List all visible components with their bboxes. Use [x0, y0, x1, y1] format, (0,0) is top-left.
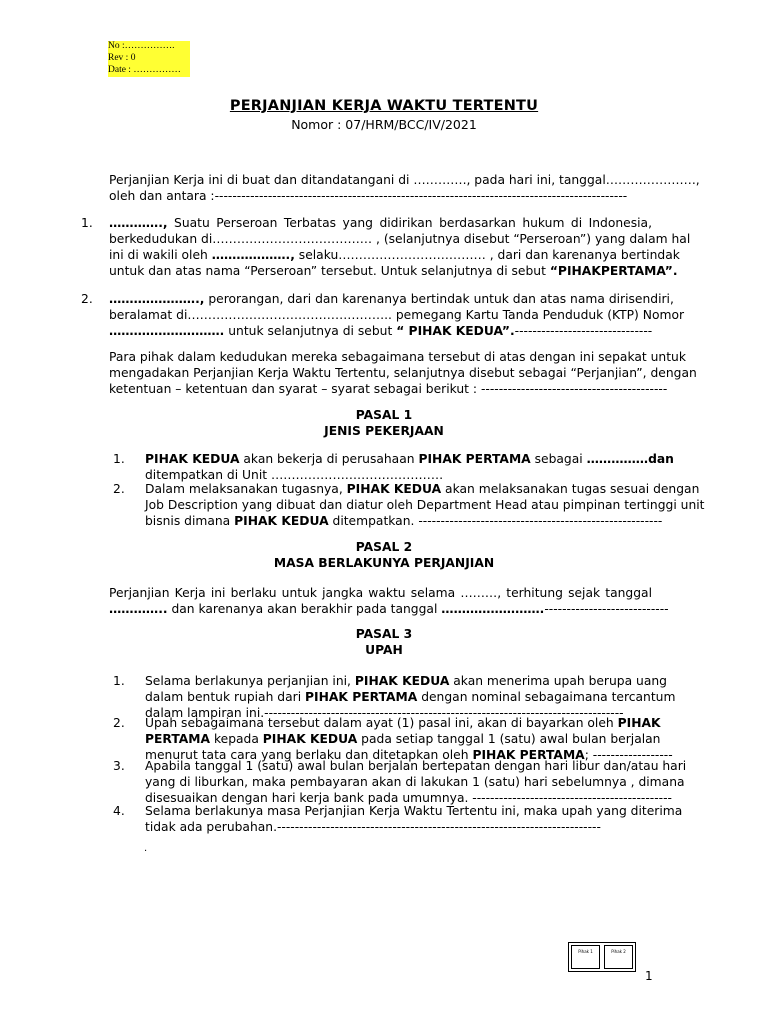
pasal3-item1-line-1 — [145, 673, 667, 689]
pasal1-item1-party1: PIHAK PERTAMA — [418, 452, 531, 466]
pasal3-item2-text-a: Upah sebagaimana tersebut dalam ayat (1) pasal ini, akan di bayarkan oleh — [145, 716, 618, 730]
pasal3-heading: PASAL 3 — [355, 627, 413, 641]
party2-ktp-blank: ………………………. — [109, 324, 225, 338]
signature-initials-box — [568, 942, 636, 972]
document-title: PERJANJIAN KERJA WAKTU TERTENTU — [229, 98, 539, 114]
pasal3-item2-pertama: PERTAMA — [145, 732, 211, 746]
pasal1-item1 — [145, 451, 674, 483]
party2-line-1 — [109, 291, 674, 307]
party1-line-1 — [109, 215, 652, 231]
party1-line-1-text: Suatu Perseroan Terbatas yang didirikan berdasarkan hukum di Indonesia, — [167, 216, 652, 230]
party1-line-3-a: ini di wakili oleh — [109, 248, 212, 262]
pasal3-item2-number: 2. — [113, 716, 125, 730]
pasal3-item4-number: 4. — [113, 804, 125, 818]
pasal3-item4-line-1: Selama berlakunya masa Perjanjian Kerja Waktu Tertentu ini, maka upah yang diterima — [145, 804, 683, 818]
party2-designation: “ PIHAK KEDUA”. — [396, 324, 515, 338]
party2-line-3-dashes: ------------------------------- — [514, 324, 653, 338]
page-number: 1 — [645, 969, 653, 983]
party2-name-blank: …………………., — [109, 292, 205, 306]
pasal1-item2-number: 2. — [113, 482, 125, 496]
pasal3-item2-party1: PIHAK PERTAMA — [472, 748, 585, 762]
pasal3-item2 — [145, 715, 673, 763]
pasal3-item1-line-3: dalam lampiran ini.--------------------------------------------------------------------------------- — [145, 706, 624, 720]
intro-line-2: oleh dan antara :--------------------------------------------------------------------------------------------- — [109, 189, 628, 203]
party1-name-blank: …………., — [109, 216, 168, 230]
pasal1-heading: PASAL 1 — [355, 408, 413, 422]
pasal1-item2-line-2: Job Description yang dibuat dan diatur oleh Department Head atau pimpinan tertinggi unit — [145, 498, 705, 512]
signature-cell-1: Pihak 1 — [571, 945, 600, 969]
party2-line-3 — [109, 323, 652, 339]
pasal1-item2-text-a: Dalam melaksanakan tugasnya, — [145, 482, 347, 496]
pasal3-item1 — [145, 673, 676, 721]
party2-number: 2. — [81, 292, 93, 306]
pasal3-item1-number: 1. — [113, 674, 125, 688]
pasal3-item1-party1: PIHAK PERTAMA — [305, 690, 418, 704]
pasal1-item1-position-blank: ……………dan — [586, 452, 674, 466]
revision-rev: Rev : 0 — [108, 52, 136, 63]
parties-line-3: ketentuan – ketentuan dan syarat – syarat sebagai berikut : ------------------------------------------ — [109, 382, 668, 396]
pasal1-item2-party2: PIHAK KEDUA — [346, 482, 442, 496]
pasal3-item2-text-3a: menurut tata cara yang berlaku dan ditetapkan oleh — [145, 748, 473, 762]
pasal3-item2-line-1 — [145, 715, 661, 731]
party2-line-3-b: untuk selanjutnya di sebut — [224, 324, 397, 338]
party1-paragraph — [109, 215, 691, 279]
party1-line-3-c: selaku……………………………… , dari dan karenanya bertindak — [294, 248, 680, 262]
pasal3-item4 — [145, 803, 683, 835]
intro-line-1: Perjanjian Kerja ini di buat dan ditandatangani di …………., pada hari ini, tanggal…………………., — [109, 173, 700, 187]
pasal1-item2-line-1 — [145, 481, 700, 497]
pasal3-item3-line-3: disesuaikan dengan hari kerja bank pada umumnya. --------------------------------------------- — [145, 791, 672, 805]
intro-paragraph — [109, 172, 700, 204]
pasal3-item1-line-2 — [145, 689, 676, 705]
pasal2-end-blank: ……………………. — [441, 602, 545, 616]
pasal1-item2-line-3 — [145, 513, 663, 529]
pasal1-item2-party2b: PIHAK KEDUA — [234, 514, 329, 528]
party1-line-2: berkedudukan di………………………………… , (selanjutnya disebut “Perseroan”) yang dalam hal — [109, 232, 691, 246]
revision-box — [108, 41, 190, 77]
pasal1-item1-text-b: akan bekerja di perusahaan — [239, 452, 419, 466]
pasal3-item3 — [145, 758, 687, 806]
party1-line-4 — [109, 263, 678, 279]
party1-number: 1. — [81, 216, 93, 230]
party2-paragraph — [109, 291, 685, 339]
pasal2-line-1: Perjanjian Kerja ini berlaku untuk jangka waktu selama ………, terhitung sejak tanggal — [109, 586, 652, 600]
pasal3-item2-party2: PIHAK KEDUA — [262, 732, 358, 746]
pasal3-item4-line-2: tidak ada perubahan.------------------------------------------------------------------------- — [145, 820, 601, 834]
pasal3-item2-text-2b: kepada — [210, 732, 263, 746]
party1-line-3 — [109, 247, 680, 263]
parties-paragraph — [109, 349, 697, 397]
pasal1-item1-line-2: ditempatkan di Unit …………………………………… — [145, 468, 444, 482]
pasal3-item3-line-1: Apabila tanggal 1 (satu) awal bulan berjalan bertepatan dengan hari libur dan/atau hari — [145, 759, 687, 773]
party2-line-1-text: perorangan, dari dan karenanya bertindak untuk dan atas nama dirisendiri, — [204, 292, 674, 306]
pasal3-item3-number: 3. — [113, 759, 125, 773]
pasal3-item1-text-c: akan menerima upah berupa uang — [449, 674, 667, 688]
parties-line-2: mengadakan Perjanjian Kerja Waktu Tertentu, selanjutnya disebut sebagai “Perjanjian”, dengan — [109, 366, 697, 380]
pasal1-item2 — [145, 481, 705, 529]
pasal3-item2-pihak: PIHAK — [617, 716, 661, 730]
pasal1-subheading: JENIS PEKERJAAN — [324, 424, 444, 438]
pasal1-item2-text-3a: bisnis dimana — [145, 514, 235, 528]
pasal2-paragraph — [109, 585, 669, 617]
pasal3-item1-text-2a: dalam bentuk rupiah dari — [145, 690, 306, 704]
pasal2-line-2-text: dan karenanya akan berakhir pada tanggal — [167, 602, 442, 616]
pasal3-subheading: UPAH — [365, 643, 403, 657]
stray-dot: . — [144, 843, 148, 854]
document-number: Nomor : 07/HRM/BCC/IV/2021 — [291, 117, 477, 132]
pasal2-line-2-dashes: ---------------------------- — [544, 602, 669, 616]
party1-designation: “PIHAKPERTAMA”. — [549, 264, 678, 278]
signature-cell-2: Pihak 2 — [604, 945, 633, 969]
revision-no: No :……………. — [108, 41, 175, 51]
pasal2-start-blank: ………….. — [109, 602, 168, 616]
pasal1-item2-text-c: akan melaksanakan tugas sesuai dengan — [441, 482, 700, 496]
pasal3-item1-text-a: Selama berlakunya perjanjian ini, — [145, 674, 355, 688]
pasal1-item1-text-d: sebagai — [530, 452, 587, 466]
party2-line-2: beralamat di………………………………………….. pemegang Kartu Tanda Penduduk (KTP) Nomor — [109, 308, 685, 322]
pasal3-item2-text-3c: ; ------------------ — [584, 748, 673, 762]
party1-line-4-a: untuk dan atas nama “Perseroan” tersebut. Untuk selanjutnya di sebut — [109, 264, 550, 278]
pasal3-item2-text-2d: pada setiap tanggal 1 (satu) awal bulan berjalan — [357, 732, 661, 746]
pasal3-item2-line-2 — [145, 731, 661, 747]
pasal3-item1-party2: PIHAK KEDUA — [354, 674, 450, 688]
pasal3-item1-text-2c: dengan nominal sebagaimana tercantum — [417, 690, 676, 704]
pasal2-heading: PASAL 2 — [355, 540, 413, 554]
pasal2-line-2 — [109, 601, 669, 617]
pasal1-item2-text-3c: ditempatkan. ------------------------------------------------------- — [328, 514, 663, 528]
pasal1-item1-line-1 — [145, 451, 674, 467]
parties-line-1: Para pihak dalam kedudukan mereka sebagaimana tersebut di atas dengan ini sepakat untuk — [109, 350, 686, 364]
party1-rep-blank: ………………., — [211, 248, 295, 262]
pasal1-item1-number: 1. — [113, 452, 125, 466]
pasal1-item1-party2: PIHAK KEDUA — [145, 452, 240, 466]
revision-date: Date : …………… — [108, 64, 181, 75]
pasal2-subheading: MASA BERLAKUNYA PERJANJIAN — [273, 556, 495, 570]
pasal3-item3-line-2: yang di liburkan, maka pembayaran akan di lakukan 1 (satu) hari sebelumnya , dimana — [145, 775, 685, 789]
